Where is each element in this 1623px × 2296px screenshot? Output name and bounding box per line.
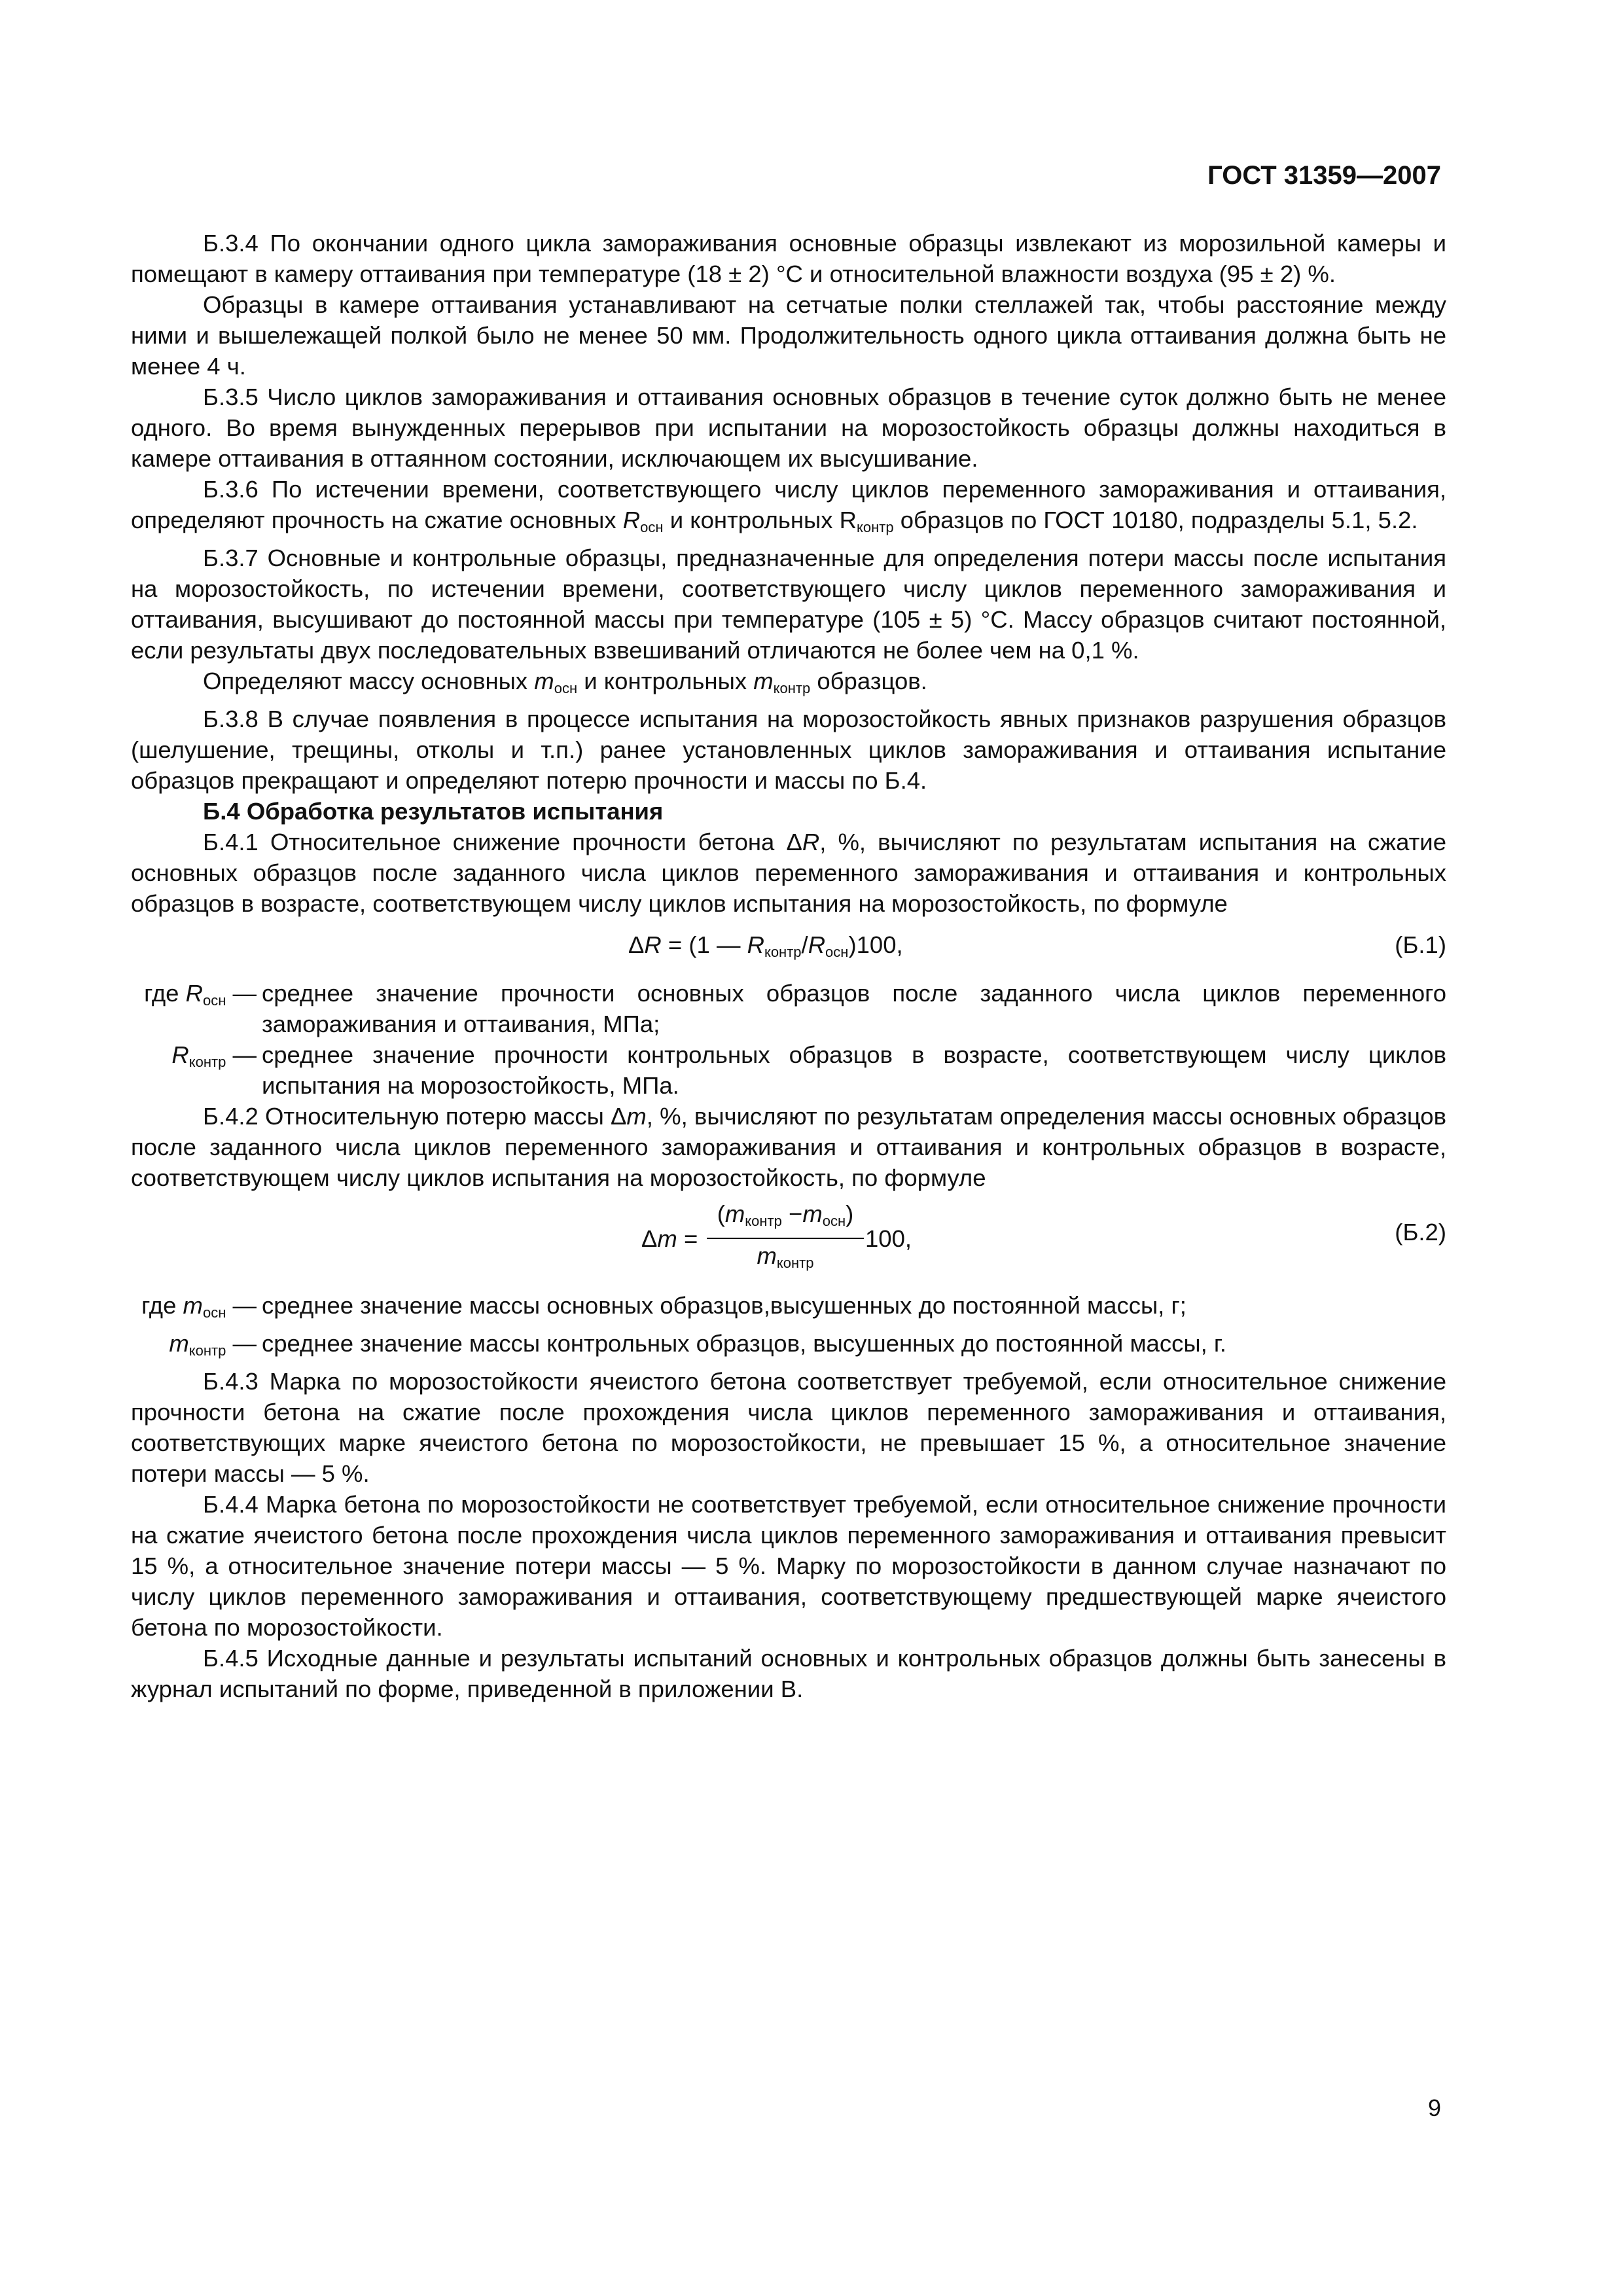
paragraph-b42: Б.4.2 Относительную потерю массы Δm, %, вычисляют по результатам определения массы основных образцов после заданного числа циклов переменного замораживания и оттаивания и контрольных образцов в возрасте, соответствующем числу циклов испытания на морозостойкость, по формуле (131, 1103, 1446, 1191)
legend-symbol: $R_{контр}$ — (171, 1041, 257, 1070)
paragraph-b35: Б.3.5 Число циклов замораживания и оттаивания основных образцов в течение суток должно быть не менее одного. Во время вынужденных перерывов при испытании на морозостойкость образцы должны находиться в камере оттаивания в оттаянном состоянии, исключающем их высушивание. (131, 384, 1446, 472)
legend-row (131, 1039, 1446, 1101)
legend-text: среднее значение прочности контрольных образцов в возрасте, соответствующем числу циклов испытания на морозостойкость, МПа. (262, 1041, 1446, 1099)
paragraph-b34-cont: Образцы в камере оттаивания устанавливают на сетчатые полки стеллажей так, чтобы расстояние между ними и вышележащей полкой было не менее 50 мм. Продолжительность одного цикла оттаивания должна быть не менее 4 ч. (131, 291, 1446, 380)
paragraph-b34: Б.3.4 По окончании одного цикла замораживания основные образцы извлекают из морозильной камеры и помещают в камеру оттаивания при температуре (18 ± 2) °С и относительной влажности воздуха (95 ± 2) %. (131, 230, 1446, 287)
legend-symbol: где $m_{осн}$ — (141, 1292, 257, 1321)
paragraph-b37: Б.3.7 Основные и контрольные образцы, предназначенные для определения потери массы после испытания на морозостойкость, по истечении времени, соответствующего числу циклов переменного замораживания и оттаивания, высушивают до постоянной массы при температуре (105 ± 5) °С. Массу образцов считают постоянной, если результаты двух последовательных взвешиваний отличаются не более чем на 0,1 %. (131, 545, 1446, 664)
legend-row (131, 978, 1446, 1039)
paragraph-b43: Б.4.3 Марка по морозостойкости ячеистого бетона соответствует требуемой, если относительное снижение прочности бетона на сжатие после прохождения числа циклов переменного замораживания и оттаивания, соответствующих марке ячеистого бетона по морозостойкости, не превышает 15 %, а относительное значение потери массы — 5 %. (131, 1368, 1446, 1487)
paragraph-b45: Б.4.5 Исходные данные и результаты испытаний основных и контрольных образцов должны быть занесены в журнал испытаний по форме, приведенной в приложении В. (131, 1645, 1446, 1702)
paragraph-b36: Б.3.6 По истечении времени, соответствующего числу циклов переменного замораживания и оттаивания, определяют прочность на сжатие основных $R_{осн}$ и контрольных $R_{контр}$ образцов по ГОСТ 10180, подразделы 5.1, 5.2. (131, 476, 1446, 535)
legend-text: среднее значение массы контрольных образцов, высушенных до постоянной массы, г. (262, 1330, 1226, 1357)
document-code-header: ГОСТ 31359—2007 (1207, 161, 1441, 190)
fraction-numerator: $(m_{контр} -m_{осн})$ (707, 1198, 864, 1239)
formula-b2-multiplier: 100, (865, 1225, 912, 1252)
document-body (131, 228, 1446, 1704)
paragraph-b44: Б.4.4 Марка бетона по морозостойкости не соответствует требуемой, если относительное снижение прочности на сжатие ячеистого бетона после прохождения числа циклов переменного замораживания и оттаивания превысит 15 %, а относительное значение потери массы — 5 %. Марку по морозостойкости в данном случае назначают по числу циклов переменного замораживания и оттаивания, соответствующему предшествующей марке ячеистого бетона по морозостойкости. (131, 1491, 1446, 1641)
formula-b2-legend (131, 1290, 1446, 1366)
legend-text: среднее значение массы основных образцов,высушенных до постоянной массы, г; (262, 1292, 1186, 1319)
section-heading-b4: Б.4 Обработка результатов испытания (203, 798, 664, 825)
formula-b2-fraction (707, 1198, 864, 1278)
paragraph-b41: Б.4.1 Относительное снижение прочности бетона ΔR, %, вычисляют по результатам испытания на сжатие основных образцов после заданного числа циклов переменного замораживания и оттаивания и контрольных образцов в возрасте, соответствующем числу циклов испытания на морозостойкость, по формуле (131, 829, 1446, 917)
legend-row (131, 1328, 1446, 1366)
legend-symbol: где $R_{осн}$ — (144, 980, 257, 1009)
fraction-denominator: $m_{контр}$ (757, 1242, 814, 1271)
formula-b2 (131, 1198, 1446, 1277)
page-number: 9 (1427, 2094, 1441, 2121)
formula-b1-expression: ΔR = (1 — $R_{контр}/R_{осн})100$, (628, 931, 903, 960)
legend-text: среднее значение прочности основных образцов после заданного числа циклов переменного замораживания и оттаивания, МПа; (262, 980, 1446, 1037)
formula-b1 (131, 929, 1446, 969)
formula-b1-legend (131, 978, 1446, 1101)
formula-b2-lhs: Δm = (641, 1225, 698, 1252)
legend-symbol: $m_{контр}$ — (169, 1330, 257, 1359)
formula-b2-number: (Б.2) (1395, 1219, 1446, 1246)
paragraph-mass: Определяют массу основных $m_{осн}$ и контрольных $m_{контр}$ образцов. (203, 668, 927, 696)
legend-row (131, 1290, 1446, 1328)
formula-b1-number: (Б.1) (1395, 931, 1446, 958)
paragraph-b38: Б.3.8 В случае появления в процессе испытания на морозостойкость явных признаков разрушения образцов (шелушение, трещины, отколы и т.п.) ранее установленных циклов замораживания и оттаивания испытание образцов прекращают и определяют потерю прочности и массы по Б.4. (131, 706, 1446, 794)
